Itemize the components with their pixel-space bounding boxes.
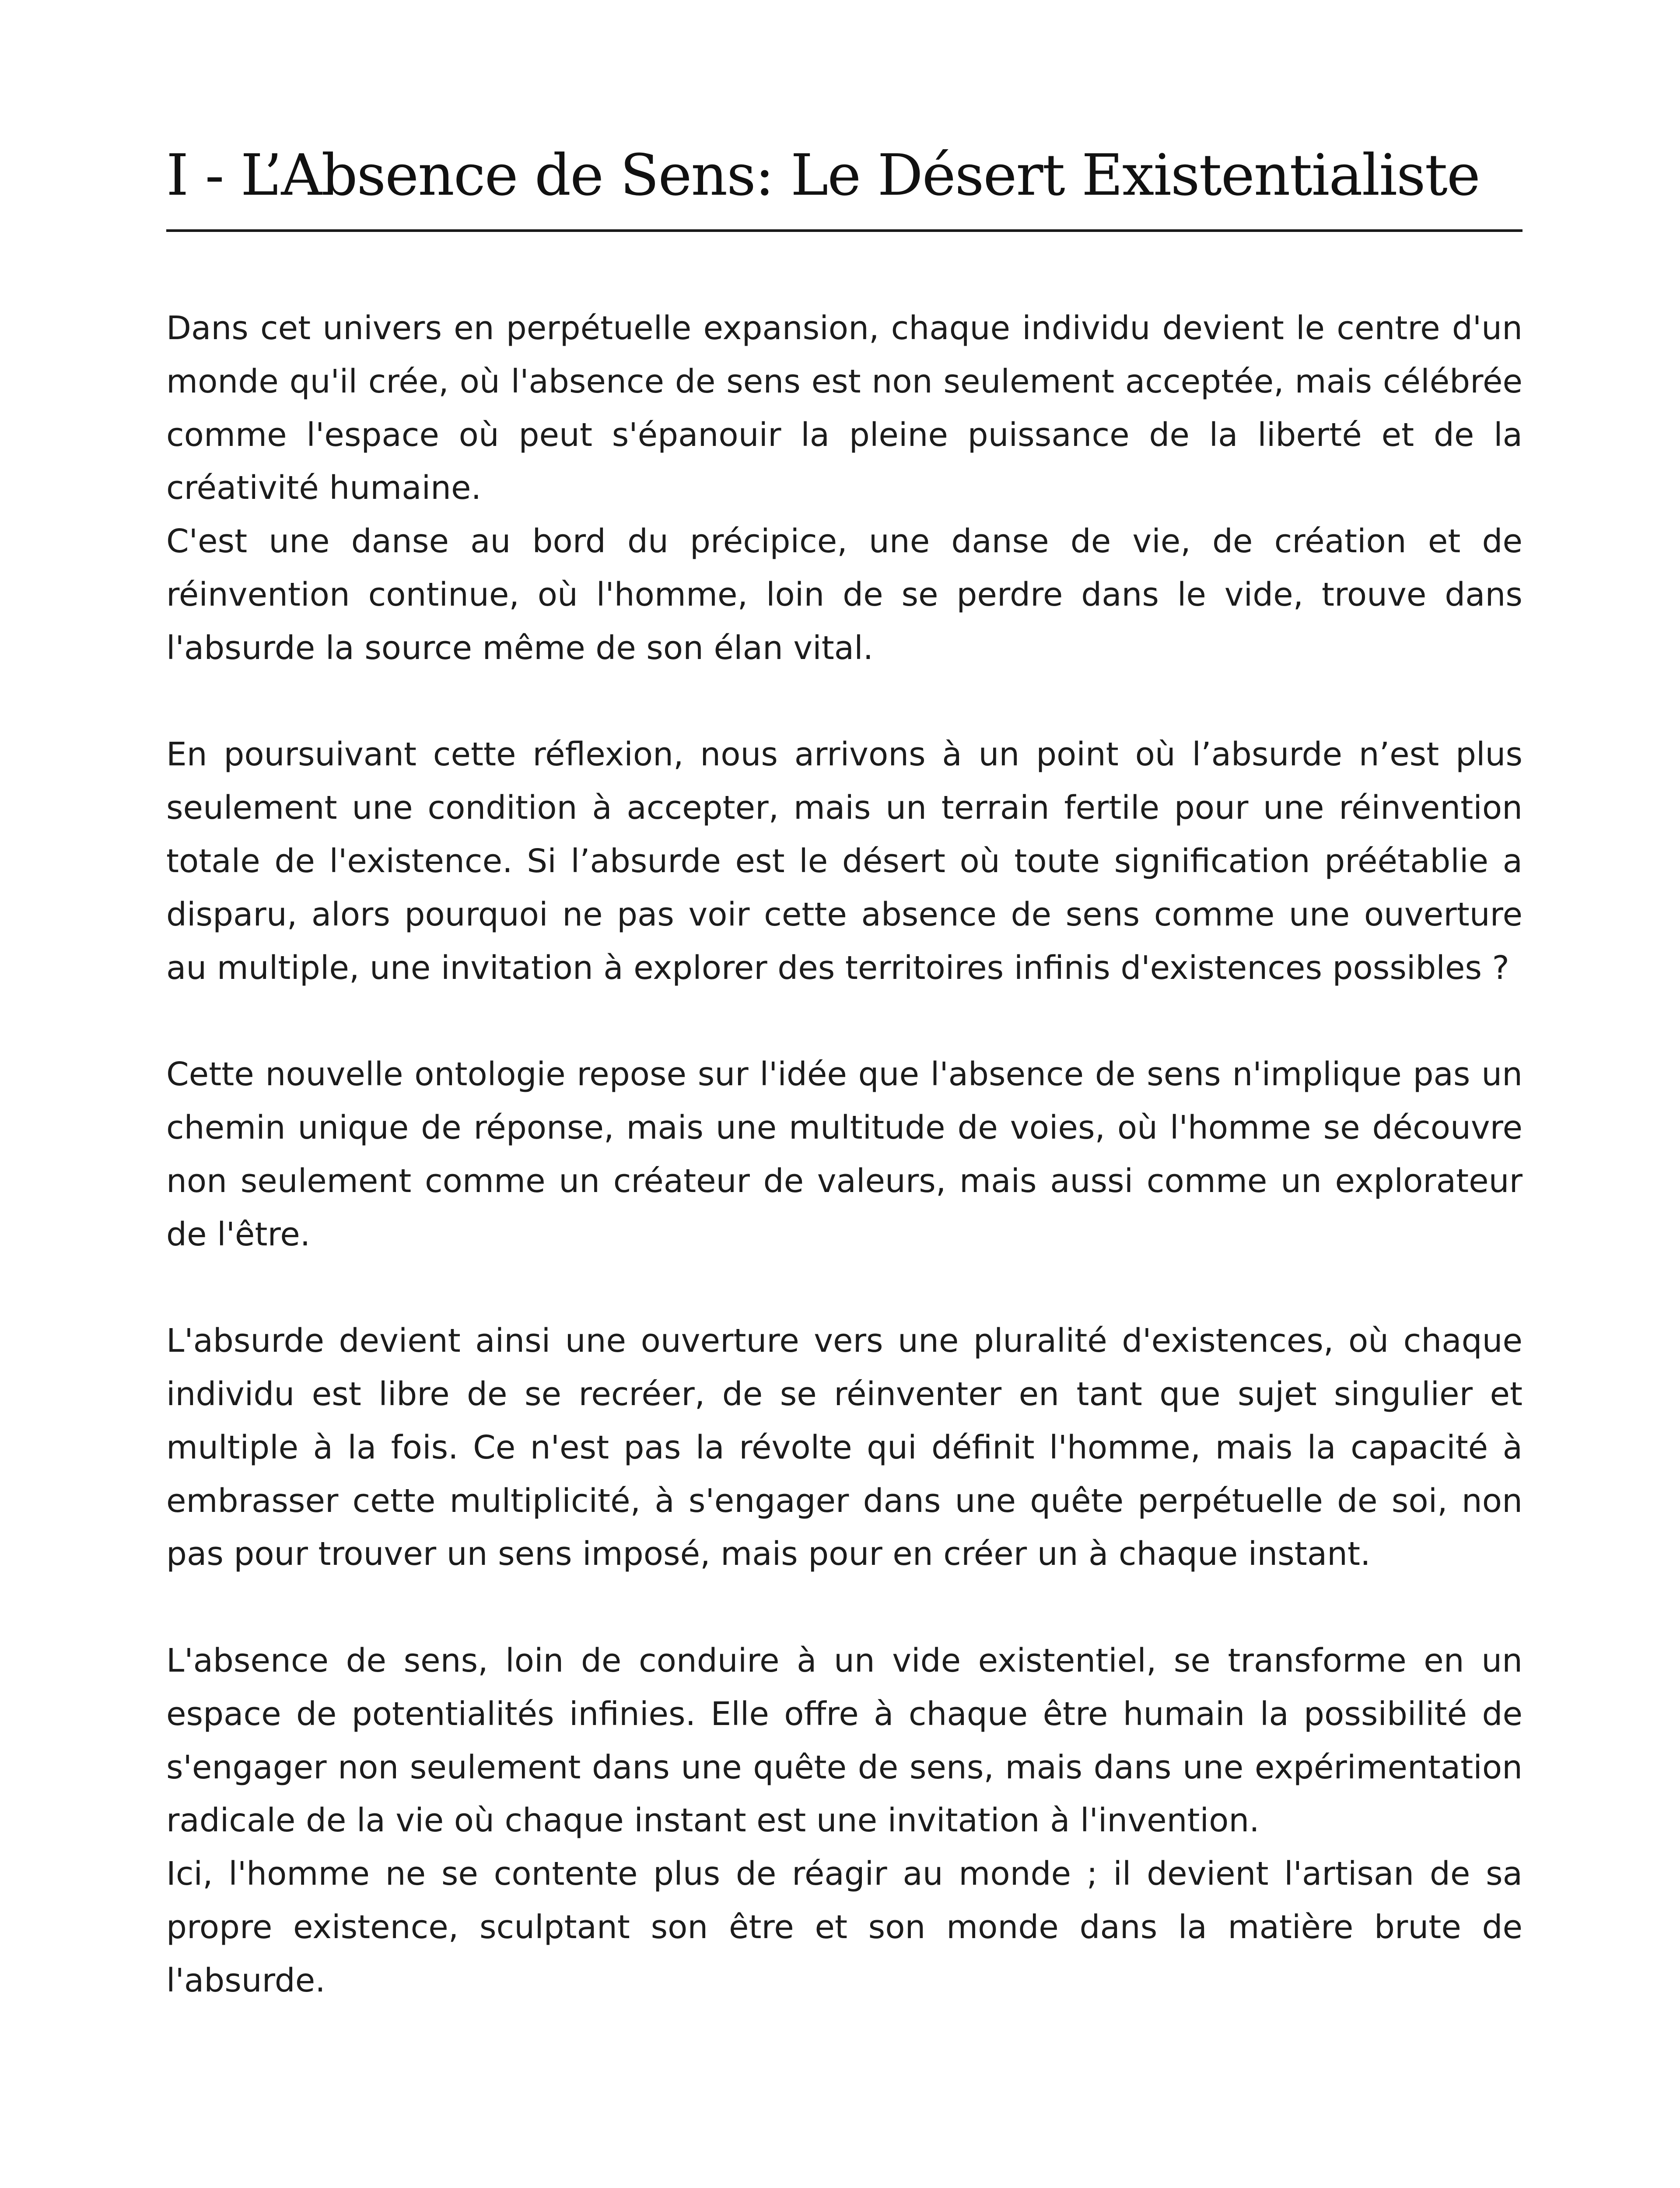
paragraph: C'est une danse au bord du précipice, une danse de vie, de création et de réinvention continue, où l'homme, loin de se perdre dans le vide, trouve dans l'absurde la source même de son élan vital. — [166, 522, 1522, 667]
paragraph: En poursuivant cette réflexion, nous arrivons à un point où l’absurde n’est plus seulement une condition à accepter, mais un terrain fertile pour une réinvention totale de l'existence. Si l’absurde est le désert où toute signification préétablie a disparu, alors pourquoi ne pas voir cette absence de sens comme une ouverture au multiple, une invitation à explorer des territoires infinis d'existences possibles ? — [166, 736, 1522, 987]
chapter-title: I - L’Absence de Sens: Le Désert Existentialiste — [166, 142, 1480, 208]
paragraph: L'absence de sens, loin de conduire à un vide existentiel, se transforme en un espace de potentialités infinies. Elle offre à chaque être humain la possibilité de s'engager non seulement dans une quête de sens, mais dans une expérimentation radicale de la vie où chaque instant est une invitation à l'invention. — [166, 1641, 1522, 1840]
title-divider — [166, 229, 1522, 232]
body-text — [166, 302, 1522, 2008]
paragraph: Dans cet univers en perpétuelle expansion, chaque individu devient le centre d'un monde qu'il crée, où l'absence de sens est non seulement acceptée, mais célébrée comme l'espace où peut s'épanouir la pleine puissance de la liberté et de la créativité humaine. — [166, 309, 1522, 507]
paragraph: Ici, l'homme ne se contente plus de réagir au monde ; il devient l'artisan de sa propre existence, sculptant son être et son monde dans la matière brute de l'absurde. — [166, 1855, 1522, 1999]
paragraph: Cette nouvelle ontologie repose sur l'idée que l'absence de sens n'implique pas un chemin unique de réponse, mais une multitude de voies, où l'homme se découvre non seulement comme un créateur de valeurs, mais aussi comme un explorateur de l'être. — [166, 1055, 1522, 1253]
paragraph: L'absurde devient ainsi une ouverture vers une pluralité d'existences, où chaque individu est libre de se recréer, de se réinventer en tant que sujet singulier et multiple à la fois. Ce n'est pas la révolte qui définit l'homme, mais la capacité à embrasser cette multiplicité, à s'engager dans une quête perpétuelle de soi, non pas pour trouver un sens imposé, mais pour en créer un à chaque instant. — [166, 1322, 1522, 1573]
